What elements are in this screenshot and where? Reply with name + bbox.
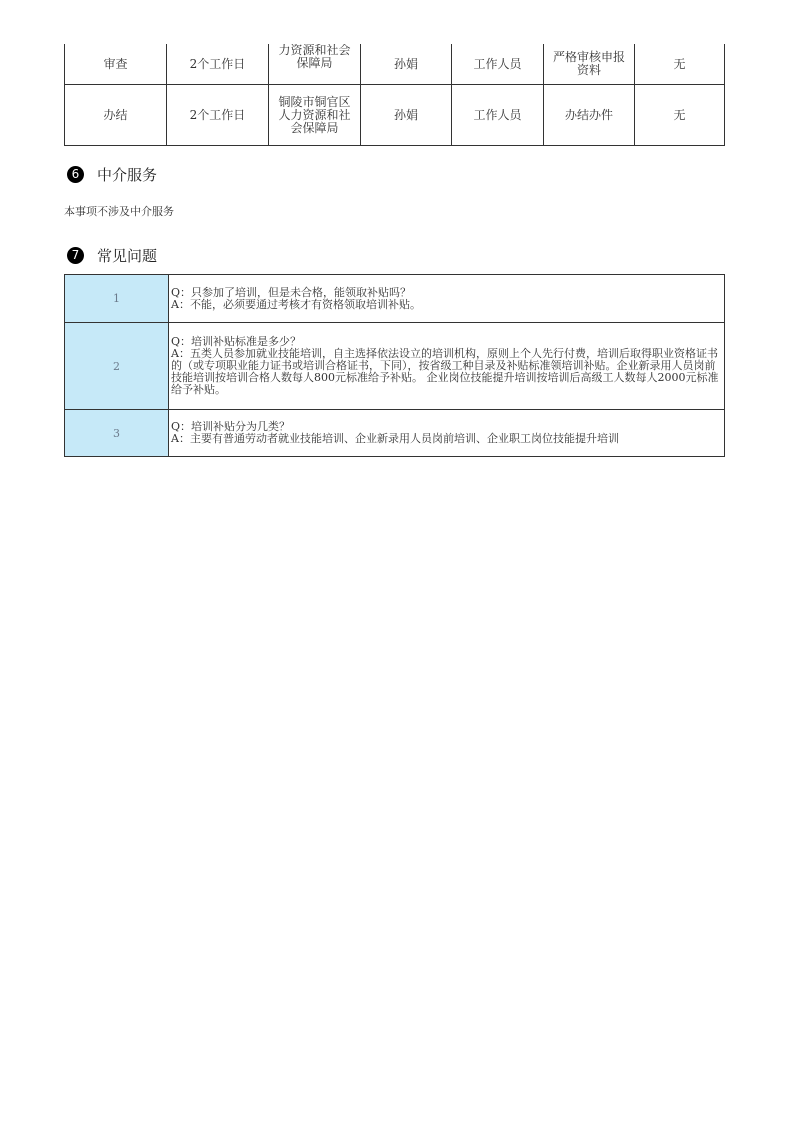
step-cell: 审查 — [65, 44, 167, 85]
faq-answer-cell — [169, 323, 725, 410]
content-cell: 严格审核申报资料 — [544, 44, 635, 85]
section-title: 中介服务 — [97, 165, 158, 184]
dept-cell: 力资源和社会保障局 — [269, 44, 361, 85]
faq-answer-cell — [169, 410, 725, 457]
content-cell: 办结办件 — [544, 85, 635, 146]
intermediary-note: 本事项不涉及中介服务 — [64, 205, 174, 218]
section-title: 常见问题 — [97, 246, 158, 265]
faq-answer: A：不能，必须要通过考核才有资格领取培训补贴。 — [171, 297, 421, 311]
process-table — [64, 44, 725, 146]
section-7-heading — [67, 245, 157, 265]
faq-row — [65, 410, 725, 457]
person-cell: 孙娟 — [361, 44, 452, 85]
fee-cell: 无 — [635, 85, 725, 146]
table-row — [65, 44, 725, 85]
faq-question: Q：只参加了培训，但是未合格，能领取补贴吗？ — [171, 285, 412, 299]
role-cell: 工作人员 — [452, 85, 544, 146]
faq-number: 3 — [65, 410, 169, 457]
role-cell: 工作人员 — [452, 44, 544, 85]
time-cell: 2个工作日 — [167, 44, 269, 85]
dept-cell: 铜陵市铜官区人力资源和社会保障局 — [269, 85, 361, 146]
faq-row — [65, 275, 725, 323]
person-cell: 孙娟 — [361, 85, 452, 146]
faq-question: Q：培训补贴标准是多少？ — [171, 335, 302, 348]
faq-number: 2 — [65, 323, 169, 410]
faq-question: Q：培训补贴分为几类？ — [171, 420, 291, 433]
faq-answer: A：五类人员参加就业技能培训，自主选择依法设立的培训机构，原则上个人先行付费，培训后取得职业资格证书的（或专项职业能力证书或培训合格证书，下同），按省级工种目录及补贴标准领培训补贴。企业新录用人员岗前技能培训按培训合格人数每人800元标准给予补贴。 企业岗位技能提升培训按培训后高级工人数每人2000元标准给予补贴。 — [171, 347, 719, 396]
fee-cell: 无 — [635, 44, 725, 85]
faq-number: 1 — [65, 275, 169, 323]
faq-answer-cell — [169, 275, 725, 323]
time-cell: 2个工作日 — [167, 85, 269, 146]
table-row — [65, 85, 725, 146]
faq-row — [65, 323, 725, 410]
section-number-badge: 7 — [67, 247, 84, 264]
faq-answer: A：主要有普通劳动者就业技能培训、企业新录用人员岗前培训、企业职工岗位技能提升培训 — [171, 432, 619, 445]
section-number-badge: 6 — [67, 166, 84, 183]
step-cell: 办结 — [65, 85, 167, 146]
section-6-heading — [67, 164, 157, 184]
faq-table — [64, 274, 725, 457]
